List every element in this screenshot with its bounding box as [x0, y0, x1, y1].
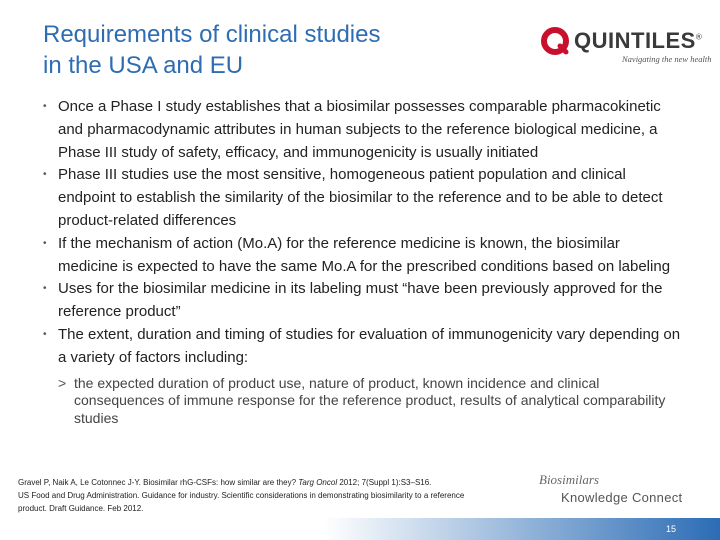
bullet-dot-icon: • [43, 328, 47, 340]
sub-bullet-arrow-icon: > [58, 374, 67, 391]
logo-tagline: Navigating the new health [622, 54, 712, 64]
quintiles-ring-icon [540, 26, 570, 56]
bullet-text: Once a Phase I study establishes that a biosimilar possesses comparable pharmacokinetic and pharmacodynamic attributes in human subjects to the reference biological medicine, a Phase III study of safety, efficacy, and immunogenicity is usually initiated [58, 98, 661, 161]
slide-title-line-2: in the USA and EU [43, 52, 244, 79]
sub-bullet [58, 375, 683, 428]
bullet-item [43, 324, 683, 370]
quintiles-logo [540, 24, 712, 66]
bullet-item [43, 233, 683, 279]
bullet-item [43, 278, 683, 324]
slide-title [43, 19, 483, 81]
bullet-dot-icon: • [43, 283, 47, 295]
bkc-bottom-text: Knowledge Connect [561, 490, 683, 505]
footer-bar [0, 518, 720, 540]
bullet-item [43, 96, 683, 164]
bkc-top-text: Biosimilars [539, 472, 599, 487]
bullet-text: Phase III studies use the most sensitive, homogeneous patient population and clinical endpoint to establish the similarity of the biosimilar to the reference and to be able to detect product-related differences [58, 166, 663, 229]
page-number: 15 [665, 524, 676, 534]
reference-2-line-2: product. Draft Guidance. Feb 2012. [18, 504, 144, 513]
logo-wordmark: QUINTILES® [574, 28, 703, 53]
slide-body [43, 96, 683, 427]
reference-2-line-1: US Food and Drug Administration. Guidance for industry. Scientific considerations in demonstrating biosimilarity to a reference [18, 491, 465, 500]
bullet-dot-icon: • [43, 237, 47, 249]
bullet-text: Uses for the biosimilar medicine in its labeling must “have been previously approved for the reference product” [58, 280, 663, 321]
slide-title-line-1: Requirements of clinical studies [43, 21, 381, 48]
sub-bullet-text: the expected duration of product use, nature of product, known incidence and clinical consequences of immune response for the reference product, results of analytical comparability studies [74, 374, 666, 426]
reference-1: Gravel P, Naik A, Le Cotonnec J-Y. Biosimilar rhG-CSFs: how similar are they? Targ Oncol 2012; 7(Suppl 1):S3–S16. [18, 478, 432, 487]
bullet-dot-icon: • [43, 101, 47, 112]
bullet-dot-icon: • [43, 169, 47, 181]
bullet-text: The extent, duration and timing of studies for evaluation of immunogenicity vary depending on a variety of factors including: [58, 325, 681, 366]
references [18, 476, 538, 515]
biosimilars-knowledge-connect-logo [535, 472, 705, 508]
bullet-item [43, 164, 683, 232]
bullet-list [43, 96, 683, 370]
bullet-text: If the mechanism of action (Mo.A) for the reference medicine is known, the biosimilar medicine is expected to have the same Mo.A for the prescribed conditions based on labeling [58, 234, 671, 275]
